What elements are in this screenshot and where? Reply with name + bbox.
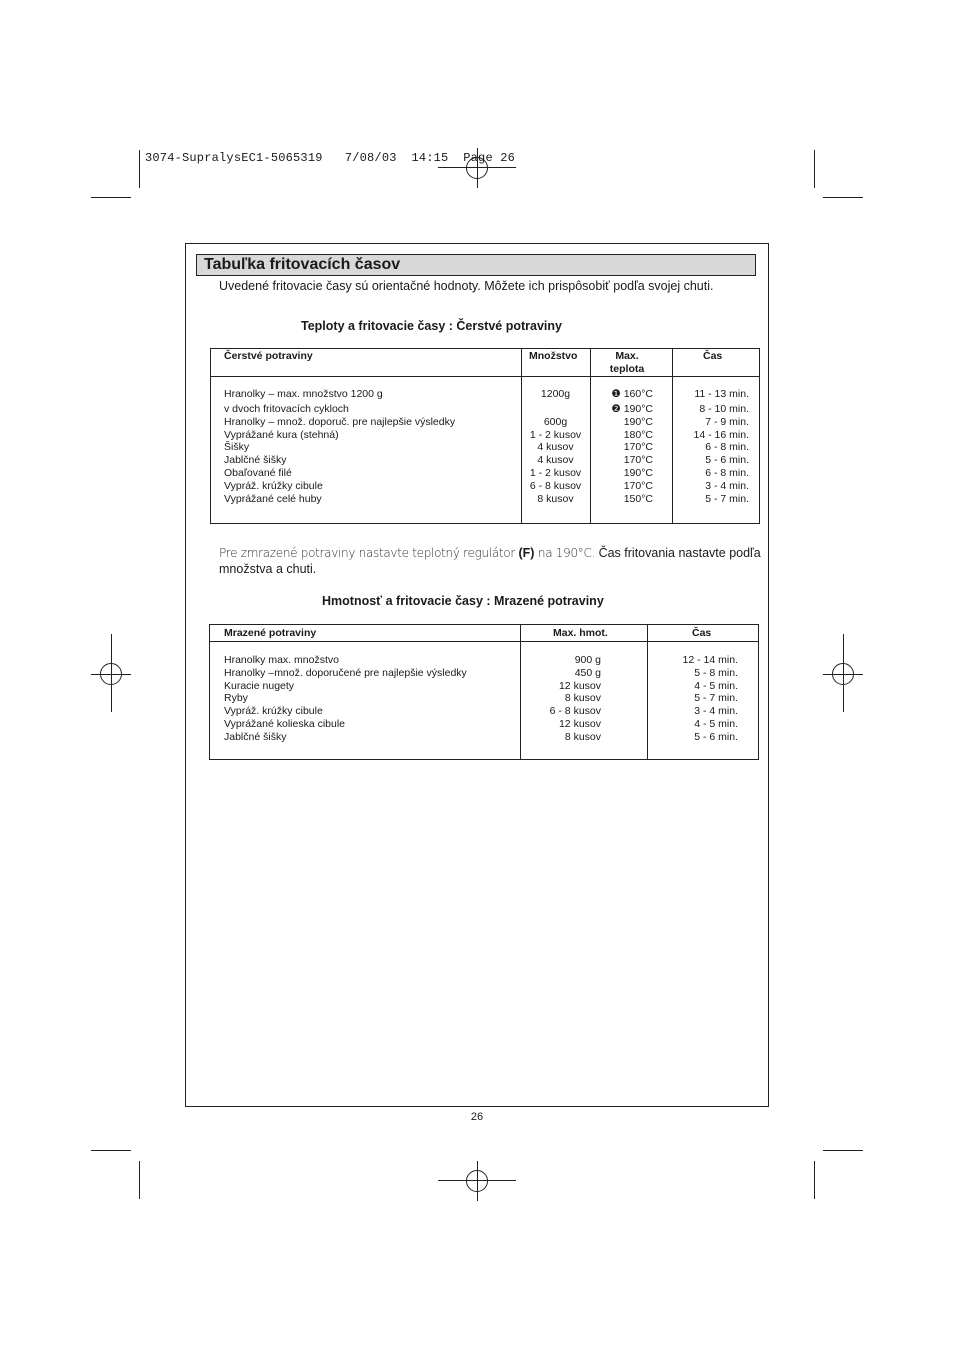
fresh-cell-food: Obaľované filé [224, 467, 292, 479]
fresh-cell-qty: 4 kusov [537, 454, 574, 466]
fresh-cell-temp: 190°C [623, 467, 653, 479]
fresh-cell-food: Vyprážané kura (stehná) [224, 429, 339, 441]
frozen-table [209, 624, 759, 760]
fresh-cell-food: Hranolky – max. množstvo 1200 g [224, 388, 383, 400]
page-title: Tabuľka fritovacích časov [204, 256, 401, 273]
frozen-col-food: Mrazené potraviny [224, 627, 317, 639]
fresh-cell-temp: 170°C [623, 454, 653, 466]
intro-text: Uvedené fritovacie časy sú orientačné hodnoty. Môžete ich prispôsobiť podľa svojej chuti. [219, 279, 714, 293]
fresh-cell-time: 5 - 6 min. [705, 454, 749, 466]
fresh-cell-qty: 1 - 2 kusov [529, 467, 582, 479]
fresh-cell-temp: 190°C [623, 416, 653, 428]
frozen-cell-weight: 12 kusov [558, 718, 601, 730]
frozen-note [219, 545, 764, 577]
frozen-note-light: Pre zmrazené potraviny nastavte teplotný regulátor [219, 546, 515, 560]
frozen-cell-weight: 8 kusov [564, 730, 601, 743]
frozen-cell-food: Jablčné šišky [224, 730, 287, 743]
fresh-cell-qty: 6 - 8 kusov [529, 480, 582, 492]
fresh-cell-temp: ❷ 190°C [611, 403, 653, 415]
frozen-cell-time: 5 - 7 min. [694, 692, 738, 705]
frozen-note-f: (F) [518, 546, 535, 560]
fresh-cell-food: v dvoch fritovacích cykloch [224, 403, 349, 415]
fresh-cell-food: Šišky [224, 441, 250, 453]
title-bar [196, 254, 756, 276]
frozen-note-rest: Čas fritovania nastavte podľa množstva a chuti. [219, 546, 761, 576]
frozen-cell-time: 4 - 5 min. [694, 679, 738, 692]
fresh-cell-qty: 600g [543, 416, 568, 428]
fresh-cell-qty: 1 - 2 kusov [529, 429, 582, 441]
fresh-cell-temp: ❶ 160°C [611, 388, 653, 400]
frozen-cell-time: 5 - 8 min. [694, 666, 738, 679]
frozen-col-weight: Max. hmot. [553, 627, 608, 639]
fresh-cell-time: 7 - 9 min. [705, 416, 749, 428]
fresh-cell-food: Vyprážané celé huby [224, 493, 322, 505]
frozen-cell-food: Vyprážané kolieska cibule [224, 718, 346, 730]
frozen-table-heading: Hmotnosť a fritovacie časy : Mrazené potraviny [322, 594, 604, 608]
frozen-cell-weight: 6 - 8 kusov [549, 705, 601, 718]
frozen-cell-food: Vypráž. krúžky cibule [224, 705, 323, 718]
fresh-table-heading: Teploty a fritovacie časy : Čerstvé potraviny [301, 319, 562, 333]
fresh-cell-qty: 1200g [540, 388, 571, 400]
fresh-cell-time: 3 - 4 min. [705, 480, 749, 492]
frozen-cell-food: Hranolky –množ. doporučené pre najlepšie výsledky [224, 666, 467, 679]
fresh-cell-time: 6 - 8 min. [705, 441, 749, 453]
frozen-cell-time: 5 - 6 min. [694, 730, 738, 743]
fresh-cell-time: 8 - 10 min. [699, 403, 749, 415]
fresh-cell-temp: 180°C [623, 429, 653, 441]
print-slug: 3074-SupralysEC1-5065319 7/08/03 14:15 Page 26 [145, 151, 516, 165]
fresh-cell-temp: 150°C [623, 493, 653, 505]
frozen-cell-weight: 8 kusov [564, 692, 601, 705]
fresh-cell-time: 14 - 16 min. [693, 429, 749, 441]
frozen-cell-food: Kuracie nugety [224, 679, 295, 692]
fresh-cell-temp: 170°C [623, 480, 653, 492]
fresh-col-time: Čas [703, 350, 723, 362]
fresh-cell-qty: 4 kusov [537, 441, 574, 453]
frozen-cell-food: Ryby [224, 692, 248, 705]
fresh-cell-time: 11 - 13 min. [694, 388, 749, 400]
fresh-cell-time: 6 - 8 min. [705, 467, 749, 479]
frozen-col-time: Čas [692, 627, 712, 639]
fresh-col-temp: Max. teplota [609, 350, 645, 375]
fresh-cell-food: Hranolky – množ. doporuč. pre najlepšie výsledky [224, 416, 456, 428]
fresh-cell-temp: 170°C [623, 441, 653, 453]
frozen-cell-food: Hranolky max. množstvo [224, 654, 339, 666]
frozen-cell-time: 4 - 5 min. [694, 718, 738, 730]
frozen-cell-weight: 900 g [574, 654, 601, 666]
fresh-table [210, 348, 760, 524]
fresh-col-qty: Množstvo [529, 350, 578, 362]
fresh-cell-food: Vypráž. krúžky cibule [224, 480, 323, 492]
frozen-cell-weight: 12 kusov [558, 679, 601, 692]
page-number: 26 [470, 1111, 484, 1123]
frozen-cell-time: 12 - 14 min. [682, 654, 738, 666]
frozen-cell-time: 3 - 4 min. [694, 705, 738, 718]
frozen-cell-weight: 450 g [574, 666, 601, 679]
fresh-col-food: Čerstvé potraviny [224, 350, 313, 362]
fresh-cell-time: 5 - 7 min. [705, 493, 749, 505]
fresh-cell-food: Jablčné šišky [224, 454, 287, 466]
fresh-cell-qty: 8 kusov [537, 493, 574, 505]
frozen-note-light2: na 190°C. [537, 546, 596, 560]
